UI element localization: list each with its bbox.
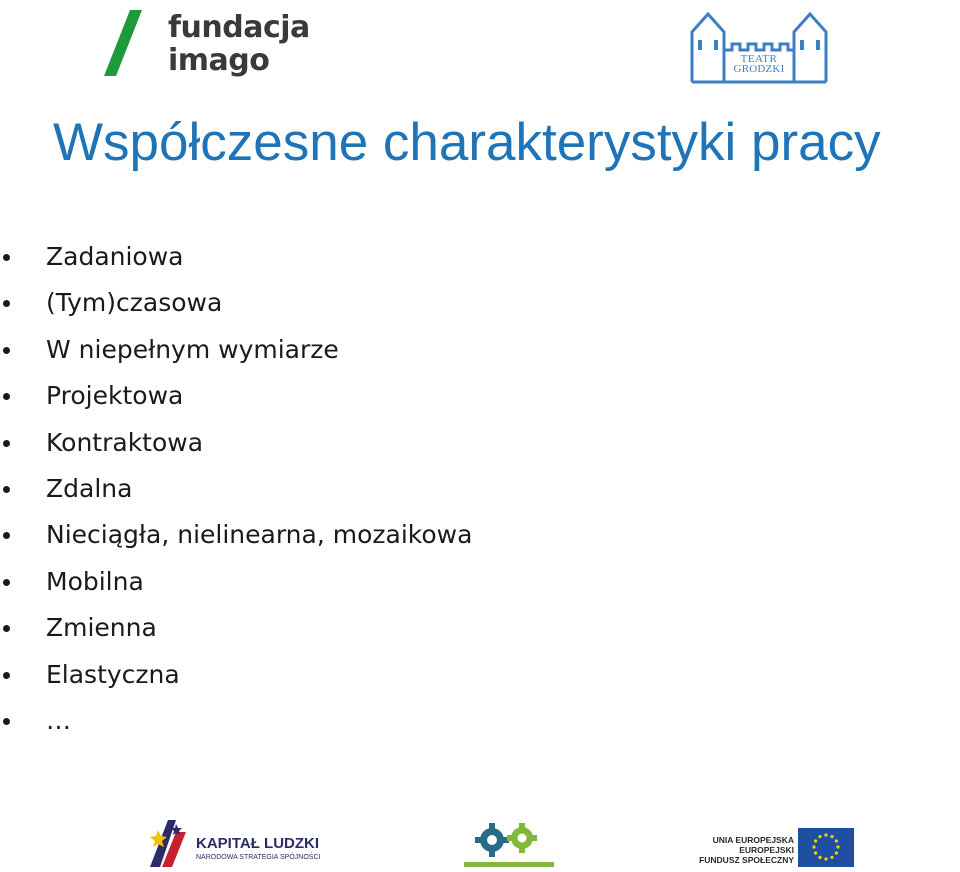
bullet-text: Zadaniowa bbox=[46, 242, 184, 271]
bullet-dot-icon bbox=[3, 393, 10, 400]
bullet-item bbox=[0, 655, 472, 701]
logo-text-fundusz-spoleczny: FUNDUSZ SPOŁECZNY bbox=[699, 855, 794, 865]
bullet-text: Elastyczna bbox=[46, 659, 180, 689]
slide-title: Współczesne charakterystyki pracy bbox=[53, 113, 881, 172]
bullet-dot-icon bbox=[3, 300, 10, 307]
logo-text-europejski: EUROPEJSKI bbox=[739, 845, 794, 855]
bullet-text: … bbox=[46, 705, 71, 735]
gears-logo bbox=[460, 820, 560, 867]
bullet-item bbox=[0, 376, 472, 422]
bullet-dot-icon bbox=[3, 254, 10, 261]
bullet-list bbox=[0, 237, 472, 747]
bullet-item bbox=[0, 608, 472, 654]
kapital-ludzki-logo bbox=[146, 818, 336, 867]
bullet-item bbox=[0, 330, 472, 376]
bullet-text: Nieciągła, nielinearna, mozaikowa bbox=[46, 520, 473, 550]
bullet-dot-icon bbox=[3, 718, 10, 725]
bullet-item bbox=[0, 562, 472, 608]
gears-icon bbox=[460, 820, 560, 867]
bullet-text: Projektowa bbox=[46, 381, 184, 411]
bullet-text: Zdalna bbox=[46, 473, 133, 503]
green-slash-icon bbox=[96, 6, 156, 82]
logo-text-teatr: TEATR bbox=[740, 53, 778, 65]
logo-text-kapital-ludzki: KAPITAŁ LUDZKI bbox=[196, 835, 320, 852]
bullet-item bbox=[0, 423, 472, 469]
fundacja-imago-logo bbox=[96, 6, 326, 86]
logo-text-fundacja: fundacja bbox=[168, 10, 310, 45]
bullet-text: Mobilna bbox=[46, 566, 144, 596]
bullet-dot-icon bbox=[3, 672, 10, 679]
bullet-item bbox=[0, 237, 472, 283]
logo-text-grodzki: GRODZKI bbox=[733, 63, 785, 75]
bullet-dot-icon bbox=[3, 347, 10, 354]
bullet-dot-icon bbox=[3, 625, 10, 632]
bullet-text: Zmienna bbox=[46, 613, 157, 643]
bullet-text: Kontraktowa bbox=[46, 427, 204, 457]
teatr-grodzki-logo bbox=[686, 6, 832, 84]
kapital-ludzki-emblem-icon bbox=[146, 818, 192, 867]
bullet-text: (Tym)czasowa bbox=[46, 288, 223, 318]
bullet-item bbox=[0, 469, 472, 515]
bullet-dot-icon bbox=[3, 440, 10, 447]
logo-text-unia-europejska: UNIA EUROPEJSKA bbox=[712, 835, 794, 845]
logo-text-strategia: NARODOWA STRATEGIA SPÓJNOŚCI bbox=[196, 854, 321, 861]
bullet-item bbox=[0, 701, 472, 747]
eu-flag-icon bbox=[798, 828, 854, 867]
eu-logo bbox=[699, 826, 862, 867]
bullet-item bbox=[0, 283, 472, 329]
bullet-dot-icon bbox=[3, 579, 10, 586]
logo-text-imago: imago bbox=[168, 43, 270, 78]
bullet-text: W niepełnym wymiarze bbox=[46, 334, 339, 364]
bullet-dot-icon bbox=[3, 532, 10, 539]
bullet-dot-icon bbox=[3, 486, 10, 493]
bullet-item bbox=[0, 515, 472, 561]
